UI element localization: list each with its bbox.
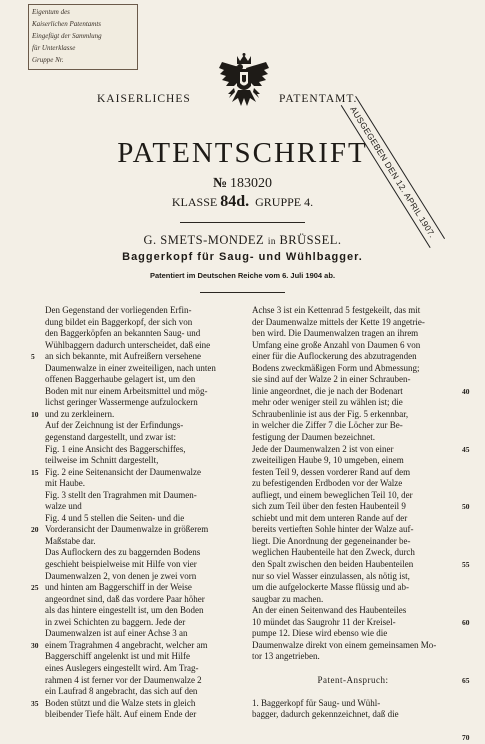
imperial-eagle-icon [218,52,270,110]
text-line: Daumenwalzen ist auf einer Achse 3 an [45,628,188,639]
text-line: der Daumenwalze mittels der Kette 19 angetrie- [252,316,425,327]
text-line: Das Auflockern des zu baggernden Bodens [45,547,201,558]
text-line: Auf der Zeichnung ist der Erfindungs- [45,420,184,431]
issued-date-banner: AUSGEGEBEN DEN 12. APRIL 1907. [341,96,445,248]
text-line: einem Tragrahmen 4 angebracht, welcher am [45,639,208,650]
text-line: lichst geringer Wassermenge aufzulockern [45,397,198,408]
text-line: aufliegt, und einem beweglichen Teil 10, der [252,489,413,500]
patented-date-line: Patentiert im Deutschen Reiche vom 6. Juli 1904 ab. [149,271,336,280]
text-line: Boden mit nur einem Arbeitsmittel und mög- [45,385,208,396]
stamp-line: für Unterklasse [32,44,76,52]
group-label: GRUPPE 4. [255,195,314,209]
text-line: zweiteiligen Haube 9, 10 umgeben, einem [252,455,404,466]
text-line: bleibender Tiefe hält. Auf einem Ende der [45,709,197,720]
text-line: bagger, dadurch gekennzeichnet, daß die [252,709,399,720]
text-line: Bodens zweckmäßigen Form und Abmessung; [252,362,420,373]
line-number: 25 [31,583,39,593]
class-value: 84d. [220,193,250,210]
text-line: ben wird. Die Daumenwalzen tragen an ihrem [252,328,419,339]
inventor-line [0,233,485,248]
line-number: 55 [462,560,470,570]
text-line [252,663,454,675]
stamp-line: Eigentum des [32,8,70,16]
classification-line [0,195,485,209]
line-number: 20 [31,525,39,535]
text-line: Fig. 2 eine Seitenansicht der Daumenwalze [45,466,201,477]
divider [180,222,305,223]
text-line: Umfang eine große Anzahl von Daumen 6 von [252,339,421,350]
text-line: tor 13 angetrieben. [252,651,320,662]
text-line: gegenstand dargestellt, und zwar ist: [45,432,177,443]
text-line: eines Auslegers eingestellt wird. Am Trag- [45,662,199,673]
inventor-in: in [267,236,276,246]
line-number: 65 [462,675,470,685]
patent-number [0,176,485,192]
text-line: dung bildet ein Baggerkopf, der sich von [45,316,193,327]
text-line: Boden stützt und die Walze stets in gleich [45,697,196,708]
text-line: um die aufgelockerte Masse flüssig und ab- [252,582,409,593]
text-line: den Baggerköpfen an bekannten Saug- und [45,328,201,339]
left-text-column [45,305,237,721]
line-number: 35 [31,698,39,708]
line-number: 30 [31,640,39,650]
ownership-stamp [28,4,138,70]
document-title: PATENTSCHRIFT [117,137,368,169]
text-line [252,686,454,698]
text-line: und hinten am Baggerschiff in der Weise [45,582,192,593]
text-line: in zwei Schichten zu baggern. Jede der [45,616,186,627]
right-text-column [252,305,454,721]
text-line: angeordnet sind, daß das vordere Paar höher [45,593,205,604]
text-line: Fig. 4 und 5 stellen die Seiten- und die [45,512,185,523]
text-line: Daumenwalze direkt von einem gemeinsamen Mo- [252,639,437,650]
text-line: Wühlbaggern dadurch unterscheidet, daß eine [45,339,211,350]
text-line: zu befestigenden Erdboden vor der Walze [252,478,403,489]
text-line: walze und [45,501,82,512]
text-line: sich zum Teil über den festen Haubenteil 9 [252,501,406,512]
office-name-right: PATENTAMT. [279,93,358,105]
text-line: bereits vertieften Sohle hinter der Walze auf- [252,524,414,535]
inventor-name: G. SMETS-MONDEZ [143,233,265,247]
line-number: 70 [462,733,470,743]
text-line: teilweise im Schnitt dargestellt, [45,455,159,466]
text-line: liegt. Die Anordnung der gegeneinander be- [252,535,411,546]
text-line: mehr oder weniger steil zu wählen ist; die [252,397,403,408]
text-line: und zu zerkleinern. [45,408,115,419]
text-line: linie angeordnet, die je nach der Bodenart [252,385,403,396]
text-line: einer für die Auflockerung des abzutragenden [252,351,417,362]
stamp-line: Kaiserlichen Patentamts [32,20,102,28]
text-line: schiebt und mit dem unteren Rande auf der [252,512,408,523]
text-line: an sich bekannte, mit Aufreißern versehene [45,351,201,362]
divider [200,292,285,293]
line-number: 60 [462,617,470,627]
text-line: 1. Baggerkopf für Saug- und Wühl- [252,697,381,708]
text-line: in welcher die Ziffer 7 die Löcher zur Be- [252,420,403,431]
inventor-city: BRÜSSEL. [279,233,342,247]
office-name-left: KAISERLICHES [97,93,191,105]
text-line: Achse 3 ist ein Kettenrad 5 festgekeilt, das mit [252,305,421,315]
text-line: Fig. 3 stellt den Tragrahmen mit Daumen- [45,489,197,500]
text-line: Patent-Anspruch: [317,674,389,685]
text-line: weglichen Haubenteile hat den Zweck, durch [252,547,415,558]
text-line: als das hintere eingestellt ist, um den Boden [45,605,204,616]
text-line: 10 mündet das Saugrohr 11 der Kreisel- [252,616,396,627]
text-line: geschieht beispielweise mit Hilfe von vier [45,559,197,570]
text-line: An der einen Seitenwand des Haubenteiles [252,605,407,616]
text-line: nur so viel Wasser einzulassen, als nötig ist, [252,570,410,581]
patent-number-value: 183020 [230,176,273,191]
stamp-line: Eingefügt der Sammlung [32,32,102,40]
text-line: Maßstabe dar. [45,535,96,546]
line-number: 10 [31,409,39,419]
text-line: Fig. 1 eine Ansicht des Baggerschiffes, [45,443,186,454]
text-line: Baggerschiff angelenkt ist und mit Hilfe [45,651,191,662]
text-line: den Spalt zwischen den beiden Haubenteilen [252,559,414,570]
text-line: rahmen 4 ist ferner vor der Daumenwalze 2 [45,674,202,685]
line-number: 40 [462,386,470,396]
text-line: Daumenwalze in einer zweiteiligen, nach unten [45,362,216,373]
text-line: Jede der Daumenwalzen 2 ist von einer [252,443,394,454]
text-line: Den Gegenstand der vorliegenden Erfin- [45,305,192,315]
line-number: 50 [462,502,470,512]
stamp-line: Gruppe Nr. [32,56,64,64]
text-line: Daumenwalzen 2, von denen je zwei vorn [45,570,197,581]
text-line: offenen Baggerhaube gelagert ist, um den [45,374,196,385]
number-symbol: № [212,176,228,191]
text-line: festen Teil 9, dessen vorderer Rand auf dem [252,466,411,477]
text-line: festigung der Daumen bezeichnet. [252,432,375,443]
line-number: 45 [462,444,470,454]
line-number: 15 [31,467,39,477]
text-line: Schraubenlinie ist aus der Fig. 5 erkennbar, [252,408,409,419]
text-line: Vorderansicht der Daumenwalze in größerem [45,524,209,535]
class-label: KLASSE [171,195,218,209]
invention-title: Baggerkopf für Saug- und Wühlbagger. [122,251,363,263]
text-line: saugbar zu machen. [252,593,324,604]
text-line: mit Haube. [45,478,85,489]
text-line: sie sind auf der Walze 2 in einer Schrauben- [252,374,411,385]
text-line: pumpe 12. Diese wird ebenso wie die [252,628,388,639]
line-number: 5 [31,352,35,362]
text-line: ein Laufrad 8 angebracht, das sich auf den [45,686,198,697]
